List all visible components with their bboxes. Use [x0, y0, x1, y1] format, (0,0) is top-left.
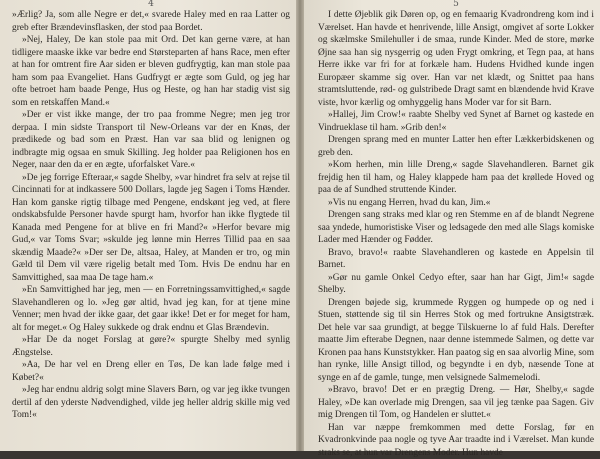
paragraph: »Aa, De har vel en Dreng eller en Tøs, De kan lade følge med i Købet?«	[12, 359, 290, 384]
left-page	[0, 0, 296, 451]
paragraph: »Nej, Haley, De kan stole paa mit Ord. Det kan gerne være, at han tidligere maaske ikke var bedre end Størsteparten af hans Race, men efter at han for omtrent fire Aar siden er bleven gudfrygtig, kan man stole paa ham som paa Evangeliet. Hans Gudfrygt er ægte som Guld, og jeg har ofte betroet ham baade Penge, Hus og Heste, og han har stadig vist sig som en retskaffen Mand.«	[12, 34, 290, 109]
paragraph: »Hallej, Jim Crow!« raabte Shelby ved Synet af Barnet og kastede en Vindrueklase til ham. »Grib den!«	[318, 109, 594, 134]
page-text	[318, 9, 594, 459]
paragraph: »De jeg forrige Efteraar,« sagde Shelby, »var hindret fra selv at rejse til Cincinnati for at indkassere 500 Dollars, lagde jeg Sagen i Toms Hænder. Han kom ganske rigtig tilbage med Pengene, endskønt jeg ved, at flere ondskabsfulde Personer havde spurgt ham, hvorfor han ikke flygtede til Kanada med Pengene for at blive en fri Mand?« »Herfor bevare mig Gud,« var Toms Svar; »skulde jeg lønne min Herres Tillid paa en saa skændig Maade?« »Der ser De, altsaa, Haley, at Manden er tro, og min Gæld til Dem vil være rigelig betalt med Tom. Hvis De endnu har en Samvittighed, saa maa De tage ham.«	[12, 172, 290, 285]
page-number: 5	[318, 0, 594, 9]
paragraph: Han var næppe fremkommen med dette Forslag, før en Kvadronkvinde paa nogle og tyve Aar traadte ind i Værelset. Man kunde straks se, at hun var Drengens Moder. Hun havde	[318, 422, 594, 459]
paragraph: »Gør nu gamle Onkel Cedyo efter, saar han har Gigt, Jim!« sagde Shelby.	[318, 272, 594, 297]
paragraph: Drengen sprang med en munter Latter hen efter Lækkerbidskenen og greb den.	[318, 134, 594, 159]
paragraph: »Vis nu engang Herren, hvad du kan, Jim.«	[318, 197, 594, 210]
paragraph: Drengen sang straks med klar og ren Stemme en af de blandt Negrene saa yndede, humoristiske Viser og ledsagede den med alle Slags komiske Lader med Hænder og Fødder.	[318, 209, 594, 247]
page-text	[12, 9, 290, 422]
paragraph: Bravo, bravo!« raabte Slavehandleren og kastede en Appelsin til Barnet.	[318, 247, 594, 272]
right-page	[304, 0, 600, 451]
paragraph: Drengen bøjede sig, krummede Ryggen og humpede op og ned i Stuen, støttende sig til sin Herres Stok og med fortrukne Ansigtstræk. Det hele var saa grundigt, at begge Tilskuerne lo af fuld Hals. Derefter maatte Jim efterabe Degnen, naar denne istemmede Salmen, og dette var Kronen paa hans Kunststykker. Han paatog sig en saa alvorlig Mine, som han rynke, lille Ansigt tillod, og begyndte i en dyb, næsende Tone at synge en af de gamle, tunge, men velsignede Salmemelodi.	[318, 297, 594, 385]
paragraph: »Har De da noget Forslag at gøre?« spurgte Shelby med synlig Ængstelse.	[12, 334, 290, 359]
paragraph: »Der er vist ikke mange, der tro paa fromme Negre; men jeg tror derpaa. I min sidste Transport til New-Orleans var der en Knøs, der prædikede og bad som en Præst. Han var saa blid og lenignen og indbragte mig ogsaa en smuk Skilling. Jeg holder paa Religionen hos en Neger, naar den da er en ægte, uforfalsket Vare.«	[12, 109, 290, 172]
paragraph: »Bravo, bravo! Det er en prægtig Dreng. — Hør, Shelby,« sagde Haley, »De kan overlade mig Drengen, saa vil jeg tænke paa Sagen. Giv mig Drengen til Tom, og Handelen er sluttet.«	[318, 384, 594, 422]
paragraph: I dette Øjeblik gik Døren op, og en femaarig Kvadrondreng kom ind i Værelset. Han havde et henrivende, lille Ansigt, omgivet af sorte Lokker og skælmske Smilehuller i de smaa, runde Kinder. Med de store, mørke Øjne saa han sig nysgerrig og uden Frygt omkring, et Tegn paa, at hans Herre ikke var fri for at forkæle ham. Hudens Hvidhed kunde ingen Europæer skamme sig over. Han var net klædt, og Snittet paa hans stramtsluttende, rød- og gulstribede Dragt samt en blændende hvid Krave viste, hvor kærlig og omhyggelig hans Moder var for sit Barn.	[318, 9, 594, 109]
book-gutter	[296, 0, 304, 451]
paragraph: »Jeg har endnu aldrig solgt mine Slavers Børn, og var jeg ikke tvungen dertil af den yderste Nødvendighed, vilde jeg heller aldrig skille mig ved Tom!«	[12, 384, 290, 422]
paragraph: »En Samvittighed har jeg, men — en Forretningssamvittighed,« sagde Slavehandleren og lo. »Jeg gør altid, hvad jeg kan, for at tjene mine Venner; men hvad der ikke gaar, det gaar ikke! Det er for meget for ham, alt for meget.« Og Haley sukkede og drak endnu et Glas Brændevin.	[12, 284, 290, 334]
paragraph: »Ærlig? Ja, som alle Negre er det,« svarede Haley med en raa Latter og greb efter Brændevinsflasken, der stod paa Bordet.	[12, 9, 290, 34]
page-number: 4	[12, 0, 290, 9]
paragraph: »Kom herhen, min lille Dreng,« sagde Slavehandleren. Barnet gik frejdig hen til ham, og Haley klappede ham paa det krøllede Hoved og paa de af Sundhed struttende Kinder.	[318, 159, 594, 197]
